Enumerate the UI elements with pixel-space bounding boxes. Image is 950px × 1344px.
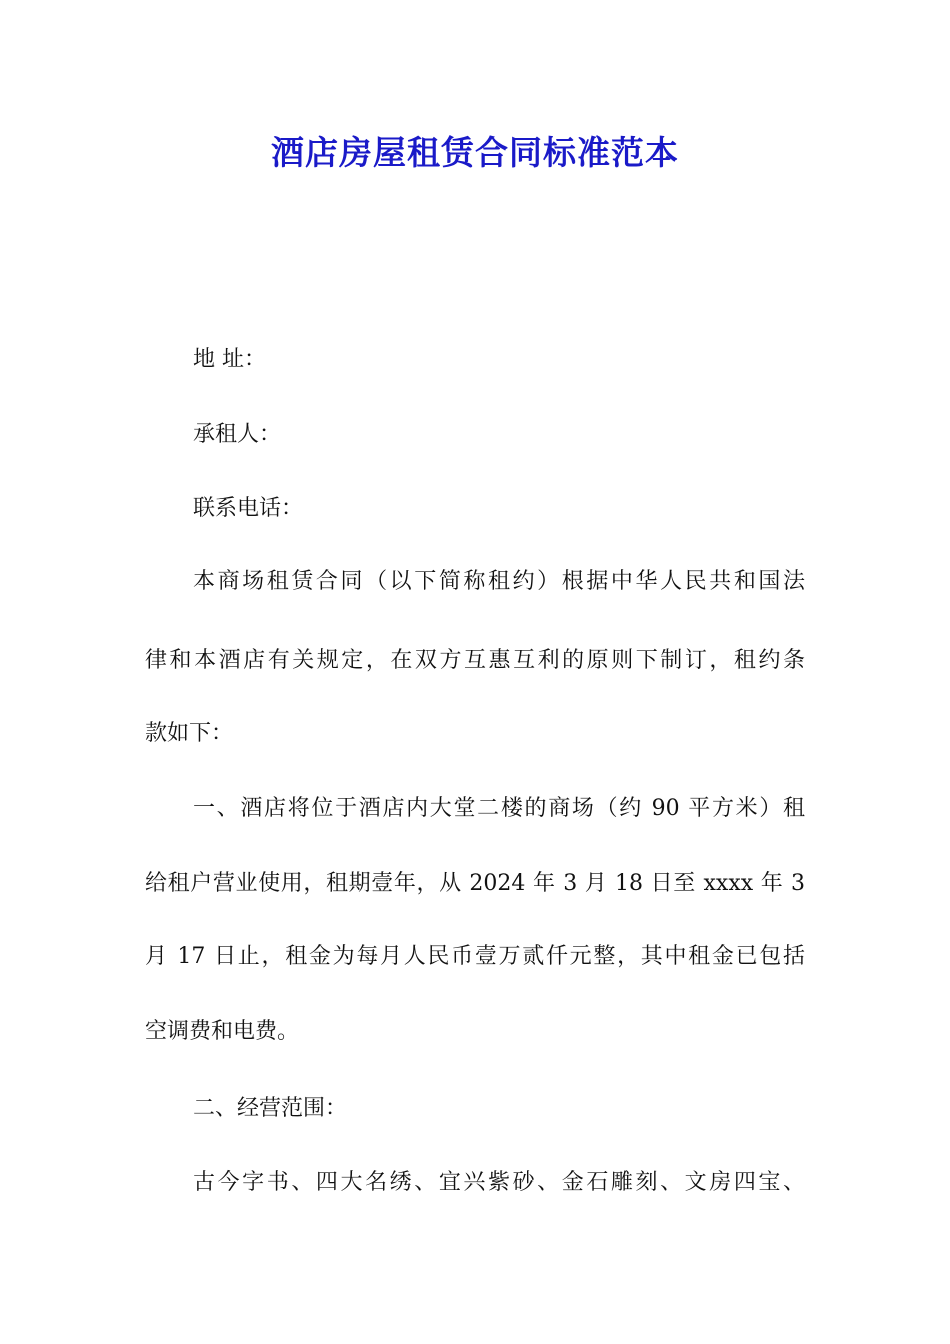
clause-one-line: 给租户营业使用，租期壹年，从 2024 年 3 月 18 日至 xxxx 年 3 <box>145 871 805 896</box>
phone-field: 联系电话： <box>193 496 304 521</box>
clause-one-line: 一、酒店将位于酒店内大堂二楼的商场（约 90 平方米）租 <box>193 796 805 821</box>
clause-one-line: 月 17 日止，租金为每月人民币壹万贰仟元整，其中租金已包括 <box>145 944 805 969</box>
clause-two-line: 古今字书、四大名绣、宜兴紫砂、金石雕刻、文房四宝、 <box>193 1170 805 1195</box>
intro-paragraph-line: 款如下： <box>145 721 234 746</box>
clause-one-line: 空调费和电费。 <box>145 1019 300 1044</box>
intro-paragraph-line: 律和本酒店有关规定，在双方互惠互利的原则下制订，租约条 <box>145 648 805 673</box>
address-field: 地 址： <box>193 347 266 372</box>
intro-paragraph-line: 本商场租赁合同（以下简称租约）根据中华人民共和国法 <box>193 569 805 594</box>
tenant-field: 承租人： <box>193 422 282 447</box>
document-title: 酒店房屋租赁合同标准范本 <box>271 133 679 172</box>
clause-two-heading: 二、经营范围： <box>193 1096 348 1121</box>
